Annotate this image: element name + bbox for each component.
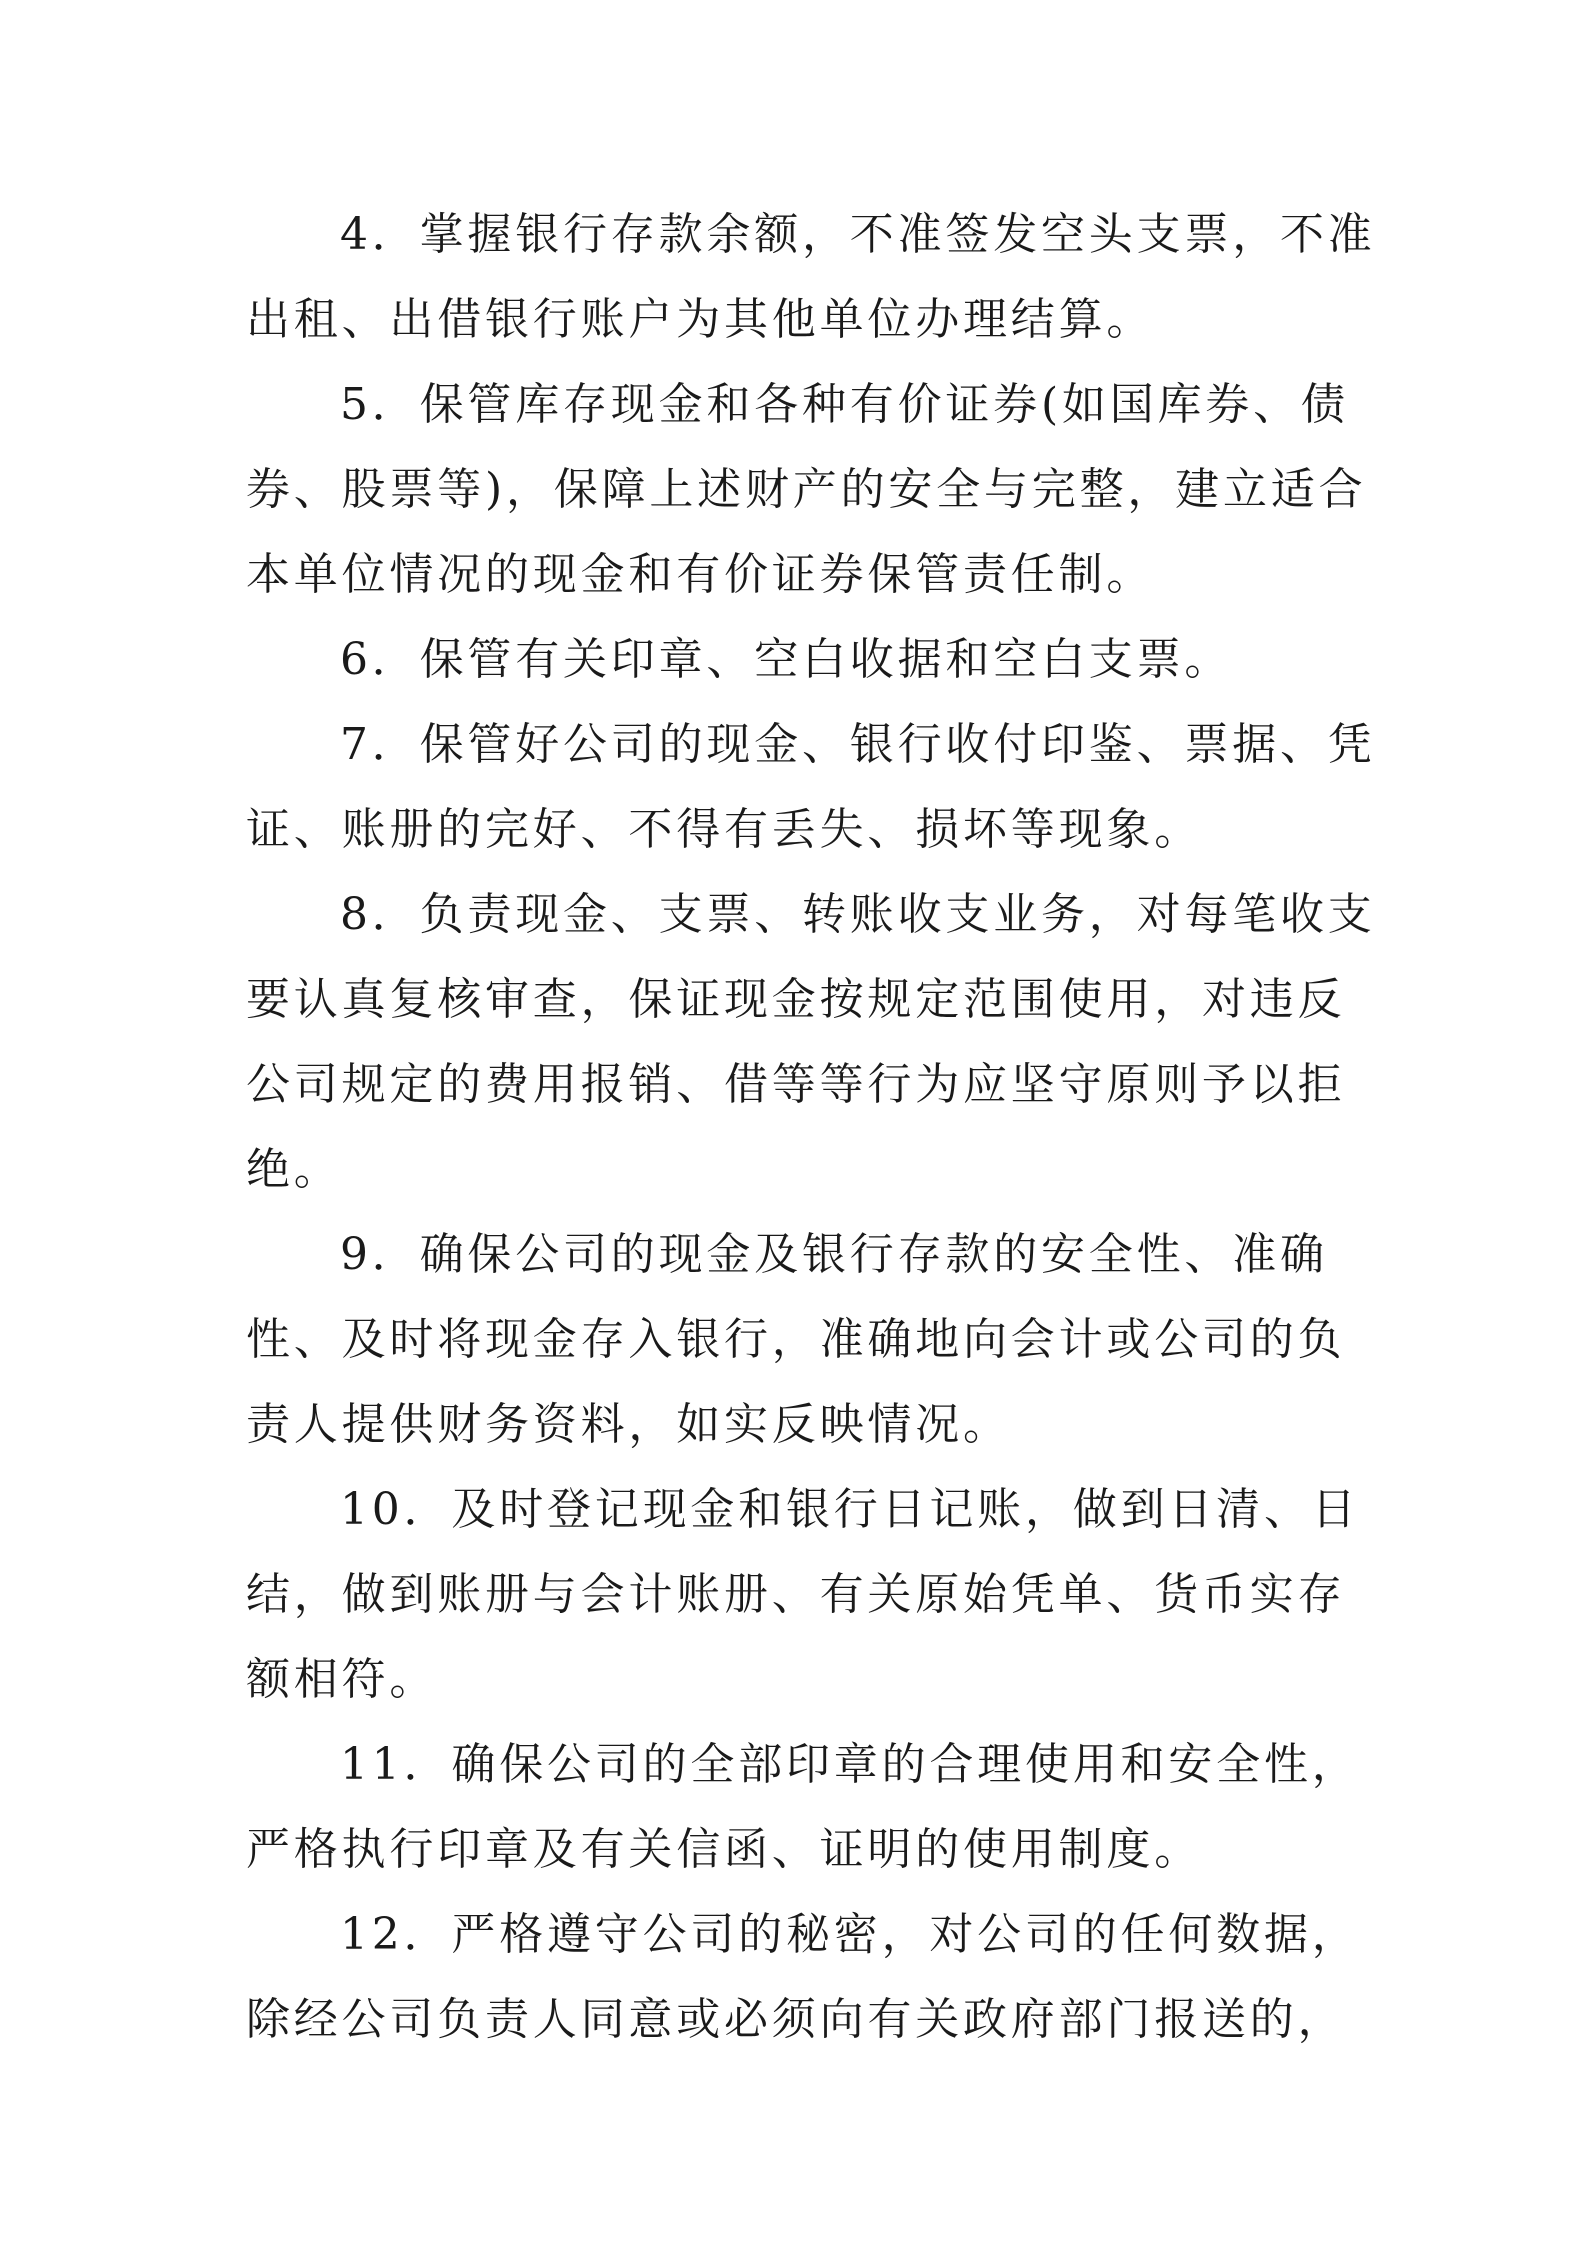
paragraph-12-line-2: 除经公司负责人同意或必须向有关政府部门报送的， <box>246 1994 1346 2045</box>
paragraph-9-line-1: 9．确保公司的现金及银行存款的安全性、准确 <box>340 1229 1328 1280</box>
paragraph-8-line-3: 公司规定的费用报销、借等等行为应坚守原则予以拒 <box>246 1059 1346 1110</box>
paragraph-10-line-2: 结，做到账册与会计账册、有关原始凭单、货币实存 <box>246 1569 1346 1620</box>
paragraph-5-line-2: 券、股票等)，保障上述财产的安全与完整，建立适合 <box>246 464 1367 515</box>
paragraph-8-line-1: 8．负责现金、支票、转账收支业务，对每笔收支 <box>340 889 1376 940</box>
paragraph-7-line-1: 7．保管好公司的现金、银行收付印鉴、票据、凭 <box>340 719 1376 770</box>
paragraph-11-line-1: 11．确保公司的全部印章的合理使用和安全性， <box>340 1739 1360 1790</box>
paragraph-4-line-1: 4．掌握银行存款余额，不准签发空头支票，不准 <box>340 209 1376 260</box>
paragraph-8-line-2: 要认真复核审查，保证现金按规定范围使用，对违反 <box>246 974 1346 1025</box>
paragraph-9-line-3: 责人提供财务资料，如实反映情况。 <box>246 1399 1011 1450</box>
paragraph-4-line-2: 出租、出借银行账户为其他单位办理结算。 <box>246 294 1155 345</box>
paragraph-6-line-1: 6．保管有关印章、空白收据和空白支票。 <box>340 634 1233 685</box>
paragraph-11-line-2: 严格执行印章及有关信函、证明的使用制度。 <box>246 1824 1202 1875</box>
paragraph-8-line-4: 绝。 <box>246 1144 342 1195</box>
paragraph-12-line-1: 12．严格遵守公司的秘密，对公司的任何数据， <box>340 1909 1360 1960</box>
paragraph-10-line-3: 额相符。 <box>246 1654 438 1705</box>
paragraph-9-line-2: 性、及时将现金存入银行，准确地向会计或公司的负 <box>246 1314 1346 1365</box>
paragraph-5-line-3: 本单位情况的现金和有价证券保管责任制。 <box>246 549 1155 600</box>
paragraph-5-line-1: 5．保管库存现金和各种有价证券(如国库券、债 <box>340 379 1349 430</box>
paragraph-10-line-1: 10．及时登记现金和银行日记账，做到日清、日 <box>340 1484 1360 1535</box>
paragraph-7-line-2: 证、账册的完好、不得有丢失、损坏等现象。 <box>246 804 1202 855</box>
